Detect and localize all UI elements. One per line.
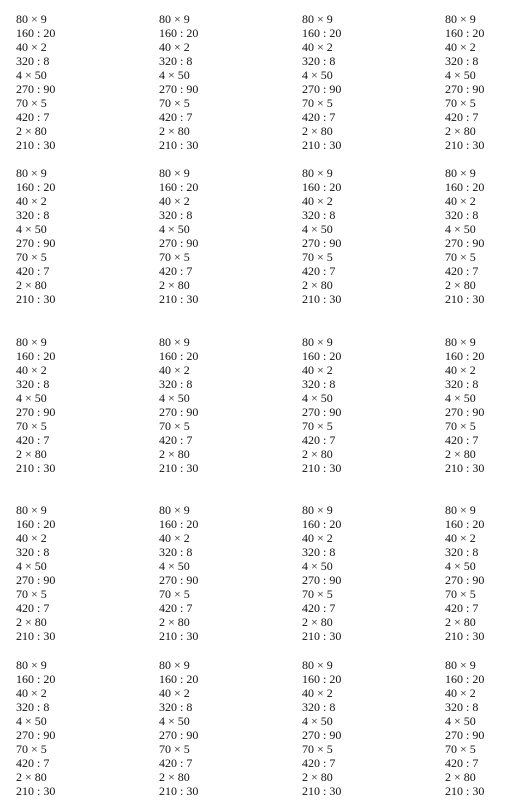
exercise-line: 420 : 7: [445, 601, 479, 615]
exercise-line: 4 × 50: [302, 391, 333, 405]
exercise-block: [16, 503, 116, 643]
exercise-line: 210 : 30: [445, 461, 485, 475]
exercise-line: 70 × 5: [16, 419, 47, 433]
exercise-line: 160 : 20: [302, 349, 342, 363]
exercise-line: 70 × 5: [16, 587, 47, 601]
exercise-line: 4 × 50: [302, 714, 333, 728]
exercise-line: 2 × 80: [159, 770, 190, 784]
exercise-block: [16, 12, 116, 152]
exercise-line: 160 : 20: [445, 672, 485, 686]
exercise-line: 420 : 7: [302, 601, 336, 615]
exercise-line: 70 × 5: [159, 419, 190, 433]
exercise-line: 4 × 50: [16, 714, 47, 728]
exercise-line: 420 : 7: [159, 601, 193, 615]
exercise-line: 4 × 50: [445, 391, 476, 405]
exercise-line: 2 × 80: [302, 124, 333, 138]
exercise-line: 80 × 9: [16, 503, 47, 517]
exercise-line: 40 × 2: [159, 686, 190, 700]
exercise-line: 4 × 50: [159, 391, 190, 405]
exercise-line: 70 × 5: [16, 250, 47, 264]
exercise-line: 4 × 50: [302, 68, 333, 82]
exercise-line: 4 × 50: [445, 714, 476, 728]
exercise-line: 210 : 30: [159, 138, 199, 152]
exercise-line: 70 × 5: [302, 96, 333, 110]
exercise-line: 320 : 8: [445, 54, 479, 68]
exercise-line: 40 × 2: [159, 363, 190, 377]
exercise-line: 80 × 9: [302, 12, 333, 26]
exercise-line: 420 : 7: [445, 110, 479, 124]
exercise-line: 80 × 9: [445, 12, 476, 26]
exercise-block: [302, 658, 402, 798]
exercise-line: 270 : 90: [16, 405, 56, 419]
exercise-line: 80 × 9: [16, 658, 47, 672]
exercise-line: 270 : 90: [159, 573, 199, 587]
exercise-line: 270 : 90: [16, 728, 56, 742]
exercise-line: 70 × 5: [445, 419, 476, 433]
exercise-line: 4 × 50: [16, 559, 47, 573]
exercise-block: [159, 166, 259, 306]
exercise-line: 270 : 90: [445, 728, 485, 742]
exercise-line: 210 : 30: [16, 629, 56, 643]
exercise-line: 420 : 7: [159, 110, 193, 124]
exercise-line: 80 × 9: [302, 658, 333, 672]
exercise-line: 320 : 8: [16, 54, 50, 68]
exercise-block: [302, 12, 402, 152]
exercise-line: 210 : 30: [302, 138, 342, 152]
exercise-block: [445, 166, 515, 306]
exercise-line: 210 : 30: [159, 784, 199, 798]
exercise-line: 70 × 5: [445, 587, 476, 601]
exercise-line: 160 : 20: [302, 517, 342, 531]
exercise-line: 420 : 7: [159, 756, 193, 770]
exercise-line: 270 : 90: [159, 236, 199, 250]
exercise-line: 160 : 20: [302, 180, 342, 194]
exercise-line: 320 : 8: [302, 545, 336, 559]
exercise-line: 320 : 8: [159, 377, 193, 391]
exercise-line: 420 : 7: [159, 433, 193, 447]
exercise-line: 320 : 8: [16, 700, 50, 714]
exercise-line: 160 : 20: [302, 26, 342, 40]
exercise-line: 80 × 9: [159, 503, 190, 517]
exercise-line: 80 × 9: [445, 658, 476, 672]
exercise-line: 70 × 5: [445, 742, 476, 756]
exercise-line: 270 : 90: [16, 573, 56, 587]
exercise-line: 70 × 5: [159, 250, 190, 264]
exercise-line: 160 : 20: [445, 517, 485, 531]
exercise-line: 70 × 5: [445, 96, 476, 110]
exercise-line: 320 : 8: [302, 208, 336, 222]
exercise-block: [302, 503, 402, 643]
exercise-line: 270 : 90: [302, 405, 342, 419]
exercise-line: 4 × 50: [445, 559, 476, 573]
exercise-line: 4 × 50: [159, 714, 190, 728]
exercise-line: 420 : 7: [16, 433, 50, 447]
exercise-block: [16, 166, 116, 306]
exercise-line: 210 : 30: [16, 138, 56, 152]
exercise-line: 270 : 90: [302, 82, 342, 96]
exercise-line: 160 : 20: [16, 26, 56, 40]
exercise-line: 4 × 50: [445, 68, 476, 82]
exercise-line: 420 : 7: [16, 110, 50, 124]
exercise-line: 270 : 90: [445, 573, 485, 587]
exercise-line: 80 × 9: [159, 658, 190, 672]
exercise-line: 160 : 20: [159, 349, 199, 363]
exercise-line: 2 × 80: [159, 615, 190, 629]
exercise-line: 270 : 90: [16, 236, 56, 250]
exercise-line: 40 × 2: [302, 194, 333, 208]
exercise-line: 210 : 30: [159, 461, 199, 475]
exercise-line: 2 × 80: [302, 447, 333, 461]
exercise-line: 80 × 9: [159, 335, 190, 349]
exercise-line: 2 × 80: [159, 447, 190, 461]
exercise-line: 40 × 2: [159, 40, 190, 54]
exercise-line: 80 × 9: [445, 503, 476, 517]
exercise-line: 80 × 9: [159, 12, 190, 26]
exercise-line: 210 : 30: [445, 784, 485, 798]
exercise-line: 160 : 20: [159, 672, 199, 686]
exercise-block: [445, 12, 515, 152]
exercise-line: 40 × 2: [445, 686, 476, 700]
exercise-line: 2 × 80: [16, 447, 47, 461]
exercise-line: 160 : 20: [302, 672, 342, 686]
exercise-line: 2 × 80: [16, 615, 47, 629]
exercise-line: 4 × 50: [445, 222, 476, 236]
exercise-line: 210 : 30: [159, 629, 199, 643]
exercise-line: 420 : 7: [302, 264, 336, 278]
exercise-line: 40 × 2: [159, 531, 190, 545]
exercise-line: 160 : 20: [445, 180, 485, 194]
exercise-block: [16, 658, 116, 798]
exercise-block: [159, 12, 259, 152]
exercise-line: 40 × 2: [16, 40, 47, 54]
exercise-line: 420 : 7: [302, 756, 336, 770]
exercise-line: 320 : 8: [445, 545, 479, 559]
exercise-line: 160 : 20: [16, 672, 56, 686]
exercise-line: 160 : 20: [16, 517, 56, 531]
exercise-line: 210 : 30: [302, 461, 342, 475]
exercise-line: 2 × 80: [445, 124, 476, 138]
exercise-line: 70 × 5: [302, 742, 333, 756]
exercise-line: 320 : 8: [16, 377, 50, 391]
exercise-line: 270 : 90: [445, 82, 485, 96]
exercise-line: 320 : 8: [445, 208, 479, 222]
exercise-line: 70 × 5: [16, 96, 47, 110]
exercise-line: 70 × 5: [159, 96, 190, 110]
exercise-block: [302, 335, 402, 475]
exercise-line: 210 : 30: [302, 629, 342, 643]
exercise-line: 320 : 8: [16, 545, 50, 559]
exercise-line: 320 : 8: [302, 377, 336, 391]
exercise-line: 40 × 2: [16, 531, 47, 545]
exercise-line: 270 : 90: [445, 236, 485, 250]
exercise-line: 320 : 8: [159, 208, 193, 222]
exercise-line: 420 : 7: [159, 264, 193, 278]
exercise-line: 420 : 7: [445, 433, 479, 447]
exercise-line: 210 : 30: [445, 292, 485, 306]
exercise-line: 160 : 20: [16, 349, 56, 363]
exercise-line: 80 × 9: [302, 503, 333, 517]
exercise-line: 40 × 2: [445, 40, 476, 54]
exercise-line: 210 : 30: [302, 292, 342, 306]
exercise-block: [159, 658, 259, 798]
exercise-line: 80 × 9: [159, 166, 190, 180]
exercise-line: 2 × 80: [445, 447, 476, 461]
exercise-line: 40 × 2: [16, 686, 47, 700]
exercise-line: 160 : 20: [159, 26, 199, 40]
exercise-line: 40 × 2: [16, 194, 47, 208]
exercise-line: 2 × 80: [16, 770, 47, 784]
exercise-line: 70 × 5: [302, 419, 333, 433]
exercise-line: 420 : 7: [16, 601, 50, 615]
exercise-line: 320 : 8: [159, 54, 193, 68]
exercise-line: 70 × 5: [302, 250, 333, 264]
exercise-line: 4 × 50: [16, 222, 47, 236]
exercise-line: 2 × 80: [159, 124, 190, 138]
exercise-line: 4 × 50: [302, 222, 333, 236]
exercise-line: 320 : 8: [16, 208, 50, 222]
exercise-line: 420 : 7: [445, 756, 479, 770]
exercise-line: 420 : 7: [302, 110, 336, 124]
exercise-line: 4 × 50: [302, 559, 333, 573]
exercise-line: 40 × 2: [16, 363, 47, 377]
exercise-line: 80 × 9: [302, 335, 333, 349]
exercise-line: 2 × 80: [445, 770, 476, 784]
exercise-line: 320 : 8: [159, 700, 193, 714]
exercise-line: 210 : 30: [159, 292, 199, 306]
exercise-line: 270 : 90: [159, 405, 199, 419]
exercise-line: 270 : 90: [302, 236, 342, 250]
exercise-line: 70 × 5: [159, 742, 190, 756]
exercise-line: 40 × 2: [302, 363, 333, 377]
exercise-line: 320 : 8: [159, 545, 193, 559]
exercise-line: 4 × 50: [159, 68, 190, 82]
exercise-line: 420 : 7: [16, 264, 50, 278]
exercise-line: 270 : 90: [445, 405, 485, 419]
exercise-line: 80 × 9: [16, 166, 47, 180]
exercise-line: 2 × 80: [445, 278, 476, 292]
exercise-line: 4 × 50: [16, 68, 47, 82]
exercise-line: 420 : 7: [16, 756, 50, 770]
exercise-line: 2 × 80: [159, 278, 190, 292]
exercise-line: 2 × 80: [16, 124, 47, 138]
exercise-line: 270 : 90: [159, 82, 199, 96]
exercise-line: 40 × 2: [302, 531, 333, 545]
exercise-line: 270 : 90: [302, 728, 342, 742]
exercise-line: 2 × 80: [302, 278, 333, 292]
exercise-line: 40 × 2: [302, 686, 333, 700]
exercise-line: 40 × 2: [302, 40, 333, 54]
exercise-block: [445, 503, 515, 643]
exercise-line: 320 : 8: [445, 377, 479, 391]
exercise-line: 160 : 20: [159, 180, 199, 194]
exercise-block: [445, 658, 515, 798]
exercise-line: 420 : 7: [302, 433, 336, 447]
exercise-line: 160 : 20: [445, 26, 485, 40]
exercise-line: 210 : 30: [16, 784, 56, 798]
exercise-line: 270 : 90: [302, 573, 342, 587]
exercise-line: 70 × 5: [159, 587, 190, 601]
exercise-line: 320 : 8: [302, 700, 336, 714]
exercise-line: 80 × 9: [302, 166, 333, 180]
exercise-line: 40 × 2: [159, 194, 190, 208]
exercise-line: 160 : 20: [445, 349, 485, 363]
exercise-line: 210 : 30: [16, 292, 56, 306]
exercise-line: 40 × 2: [445, 363, 476, 377]
exercise-line: 4 × 50: [16, 391, 47, 405]
exercise-line: 270 : 90: [16, 82, 56, 96]
exercise-line: 80 × 9: [16, 12, 47, 26]
exercise-line: 420 : 7: [445, 264, 479, 278]
exercise-block: [445, 335, 515, 475]
exercise-line: 70 × 5: [445, 250, 476, 264]
exercise-line: 2 × 80: [445, 615, 476, 629]
exercise-line: 70 × 5: [16, 742, 47, 756]
exercise-line: 210 : 30: [445, 138, 485, 152]
exercise-line: 80 × 9: [445, 166, 476, 180]
exercise-line: 70 × 5: [302, 587, 333, 601]
exercise-line: 160 : 20: [159, 517, 199, 531]
exercise-line: 80 × 9: [16, 335, 47, 349]
exercise-line: 80 × 9: [445, 335, 476, 349]
exercise-line: 40 × 2: [445, 531, 476, 545]
exercise-line: 320 : 8: [302, 54, 336, 68]
exercise-line: 320 : 8: [445, 700, 479, 714]
exercise-block: [159, 335, 259, 475]
exercise-line: 2 × 80: [302, 615, 333, 629]
exercise-block: [159, 503, 259, 643]
exercise-block: [16, 335, 116, 475]
exercise-line: 4 × 50: [159, 222, 190, 236]
exercise-line: 2 × 80: [16, 278, 47, 292]
exercise-line: 40 × 2: [445, 194, 476, 208]
exercise-line: 210 : 30: [302, 784, 342, 798]
exercise-line: 210 : 30: [16, 461, 56, 475]
exercise-line: 270 : 90: [159, 728, 199, 742]
exercise-line: 210 : 30: [445, 629, 485, 643]
exercise-line: 4 × 50: [159, 559, 190, 573]
exercise-line: 160 : 20: [16, 180, 56, 194]
exercise-line: 2 × 80: [302, 770, 333, 784]
exercise-block: [302, 166, 402, 306]
